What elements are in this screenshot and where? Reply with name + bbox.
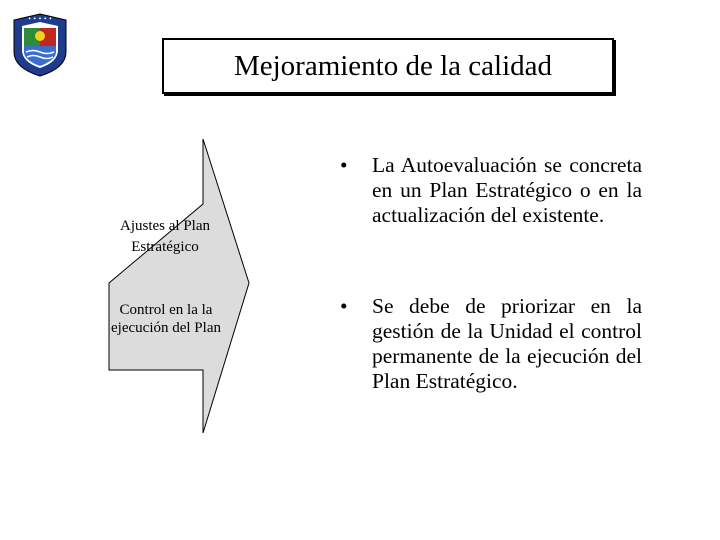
- slide-title-box: [162, 38, 614, 94]
- bullet-text: La Autoevaluación se concreta en un Plan Estratégico o en la actualización del existente.: [372, 153, 642, 227]
- svg-text:✦ ✦ ✦ ✦ ✦: ✦ ✦ ✦ ✦ ✦: [27, 17, 53, 22]
- university-seal-icon: [10, 12, 70, 78]
- arrow-label-ajustes: Ajustes al Plan Estratégico: [120, 218, 210, 255]
- process-arrow: [108, 138, 250, 434]
- bullet-marker: •: [340, 294, 348, 318]
- slide-title: Mejoramiento de la calidad: [233, 49, 553, 82]
- bullet-marker: •: [340, 153, 348, 177]
- bullet-item: [340, 153, 642, 228]
- arrow-label-control: Control en la la ejecución del Plan: [111, 302, 221, 336]
- bullet-item: [340, 294, 642, 394]
- bullet-text: Se debe de priorizar en la gestión de la Unidad el control permanente de la ejecución del Plan Estratégico.: [372, 294, 642, 393]
